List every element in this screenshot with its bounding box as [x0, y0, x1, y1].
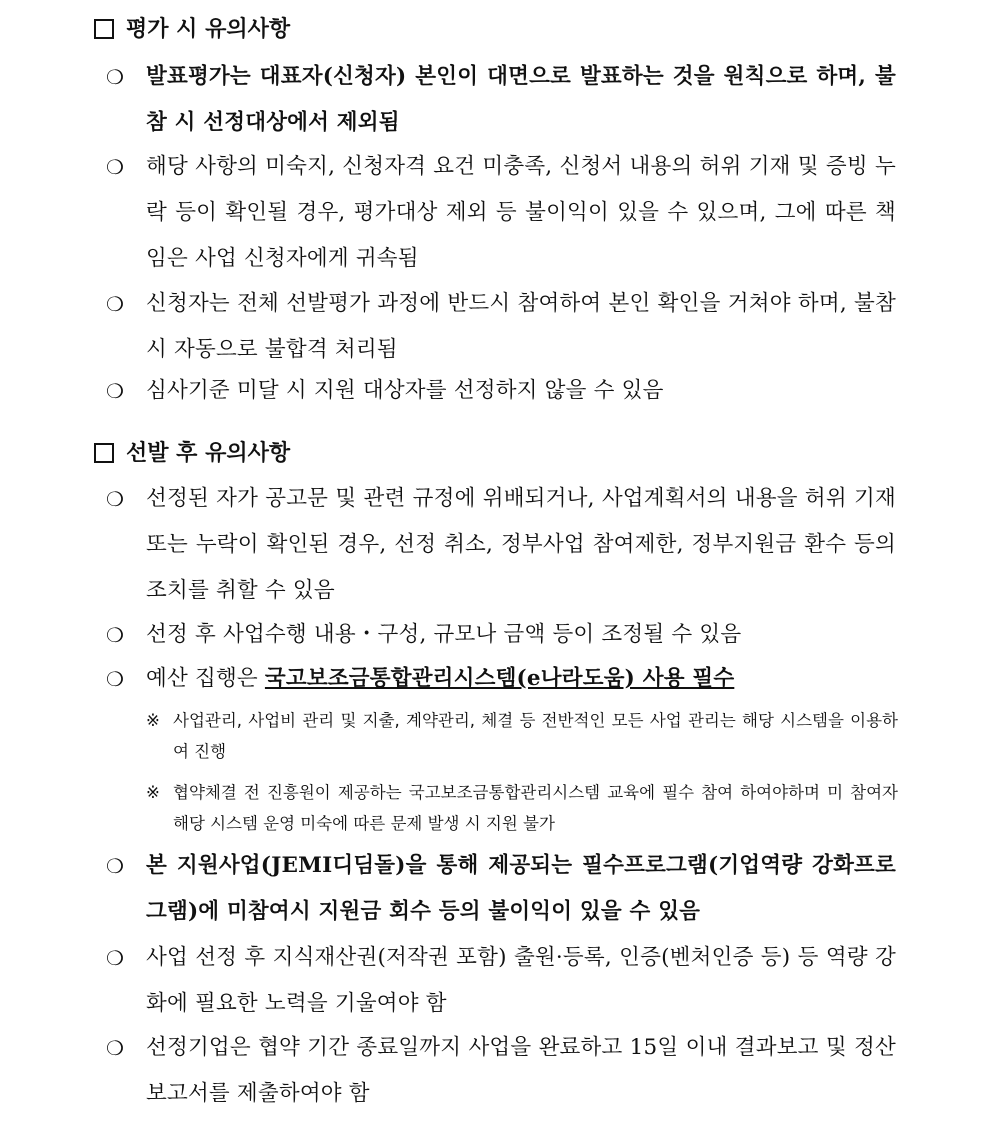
circle-bullet-icon: ❍ — [106, 65, 124, 89]
list-item-text: 사업 선정 후 지식재산권(저작권 포함) 출원·등록, 인증(벤처인증 등) 등 역량 강화에 필요한 노력을 기울여야 함 — [146, 945, 896, 1016]
list-item — [106, 144, 896, 282]
list-item — [106, 54, 896, 146]
circle-bullet-icon: ❍ — [106, 623, 124, 647]
checkbox-square-icon — [94, 19, 114, 39]
note-item — [146, 777, 898, 839]
list-item-text: 신청자는 전체 선발평가 과정에 반드시 참여하여 본인 확인을 거쳐야 하며, 불참 시 자동으로 불합격 처리됨 — [146, 291, 896, 362]
reference-mark-icon: ※ — [146, 783, 160, 802]
note-item — [146, 705, 898, 767]
list-item-text: 발표평가는 대표자(신청자) 본인이 대면으로 발표하는 것을 원칙으로 하며, 불참 시 선정대상에서 제외됨 — [146, 64, 896, 135]
section-title-text: 평가 시 유의사항 — [126, 16, 291, 42]
list-item-text: 선정된 자가 공고문 및 관련 규정에 위배되거나, 사업계획서의 내용을 허위 기재 또는 누락이 확인된 경우, 선정 취소, 정부사업 참여제한, 정부지원금 환수 등의 조치를 취할 수 있음 — [146, 486, 896, 603]
circle-bullet-icon: ❍ — [106, 946, 124, 970]
circle-bullet-icon: ❍ — [106, 1036, 124, 1060]
list-item-text: 심사기준 미달 시 지원 대상자를 선정하지 않을 수 있음 — [146, 378, 664, 403]
list-item — [106, 476, 896, 614]
list-item — [106, 612, 896, 658]
list-item — [106, 1025, 896, 1117]
circle-bullet-icon: ❍ — [106, 487, 124, 511]
list-item-text: 본 지원사업(JEMI디딤돌)을 통해 제공되는 필수프로그램(기업역량 강화프로그램)에 미참여시 지원금 회수 등의 불이익이 있을 수 있음 — [146, 853, 896, 924]
checkbox-square-icon — [94, 443, 114, 463]
circle-bullet-icon: ❍ — [106, 379, 124, 403]
note-text: 협약체결 전 진흥원이 제공하는 국고보조금통합관리시스템 교육에 필수 참여 하여야하며 미 참여자 해당 시스템 운영 미숙에 따른 문제 발생 시 지원 불가 — [173, 783, 898, 833]
note-text: 사업관리, 사업비 관리 및 지출, 계약관리, 체결 등 전반적인 모든 사업 관리는 해당 시스템을 이용하여 진행 — [173, 711, 898, 761]
reference-mark-icon: ※ — [146, 711, 160, 730]
list-item — [106, 281, 896, 373]
budget-prefix: 예산 집행은 — [146, 666, 265, 691]
list-item-budget — [106, 656, 896, 702]
circle-bullet-icon: ❍ — [106, 667, 124, 691]
section-title-evaluation — [94, 14, 290, 44]
circle-bullet-icon: ❍ — [106, 854, 124, 878]
circle-bullet-icon: ❍ — [106, 155, 124, 179]
list-item-text: 선정 후 사업수행 내용・구성, 규모나 금액 등이 조정될 수 있음 — [146, 622, 742, 647]
list-item — [106, 368, 896, 414]
section-title-after-selection — [94, 438, 290, 468]
list-item — [106, 843, 896, 935]
circle-bullet-icon: ❍ — [106, 292, 124, 316]
list-item-text — [146, 656, 896, 702]
list-item-text: 해당 사항의 미숙지, 신청자격 요건 미충족, 신청서 내용의 허위 기재 및 증빙 누락 등이 확인될 경우, 평가대상 제외 등 불이익이 있을 수 있으며, 그에 따른 책임은 사업 신청자에게 귀속됨 — [146, 154, 896, 271]
budget-emphasis: 국고보조금통합관리시스템(e나라도움) 사용 필수 — [264, 666, 735, 691]
section-title-text: 선발 후 유의사항 — [126, 440, 291, 466]
list-item-text: 선정기업은 협약 기간 종료일까지 사업을 완료하고 15일 이내 결과보고 및 정산보고서를 제출하여야 함 — [146, 1035, 896, 1106]
list-item — [106, 935, 896, 1027]
